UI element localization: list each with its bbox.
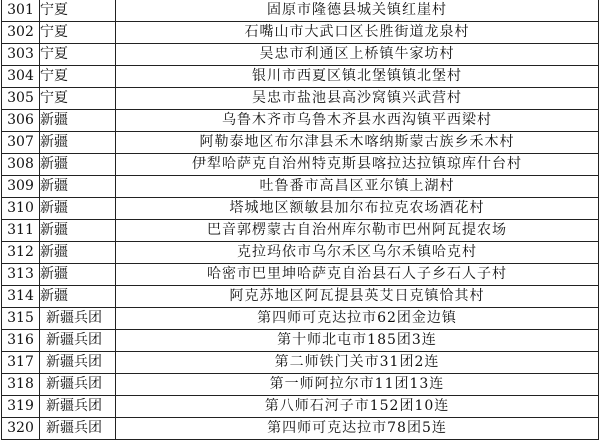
table-row	[2, 0, 599, 22]
table-row	[2, 66, 599, 88]
table-row	[2, 242, 599, 264]
table-row	[2, 374, 599, 396]
row-number: 319	[2, 396, 40, 418]
row-village-name: 吴忠市利通区上桥镇牛家坊村	[116, 44, 599, 66]
row-village-name: 乌鲁木齐市乌鲁木齐县水西沟镇平西梁村	[116, 110, 599, 132]
table-row	[2, 110, 599, 132]
row-region: 宁夏	[40, 88, 116, 110]
table-row	[2, 286, 599, 308]
row-region: 新疆	[40, 176, 116, 198]
row-number: 305	[2, 88, 40, 110]
row-number: 320	[2, 418, 40, 440]
table-row	[2, 308, 599, 330]
row-village-name: 哈密市巴里坤哈萨克自治县石人子乡石人子村	[116, 264, 599, 286]
row-region: 新疆	[40, 198, 116, 220]
row-number: 310	[2, 198, 40, 220]
table-row	[2, 154, 599, 176]
table-row	[2, 176, 599, 198]
row-number: 315	[2, 308, 40, 330]
row-number: 316	[2, 330, 40, 352]
row-village-name: 吴忠市盐池县高沙窝镇兴武营村	[116, 88, 599, 110]
table-row	[2, 88, 599, 110]
row-region: 新疆	[40, 154, 116, 176]
row-region: 新疆兵团	[40, 418, 116, 440]
row-village-name: 塔城地区额敏县加尔布拉克农场酒花村	[116, 198, 599, 220]
row-number: 306	[2, 110, 40, 132]
table-row	[2, 220, 599, 242]
row-village-name: 阿克苏地区阿瓦提县英艾日克镇恰其村	[116, 286, 599, 308]
row-number: 303	[2, 44, 40, 66]
village-list-table	[1, 0, 599, 440]
table-row	[2, 44, 599, 66]
row-region: 新疆兵团	[40, 308, 116, 330]
row-region: 新疆兵团	[40, 352, 116, 374]
row-village-name: 克拉玛依市乌尔禾区乌尔禾镇哈克村	[116, 242, 599, 264]
row-region: 新疆	[40, 132, 116, 154]
row-number: 301	[2, 0, 40, 22]
row-number: 313	[2, 264, 40, 286]
row-number: 304	[2, 66, 40, 88]
row-village-name: 吐鲁番市高昌区亚尔镇上湖村	[116, 176, 599, 198]
row-village-name: 第二师铁门关市31团2连	[116, 352, 599, 374]
row-village-name: 第一师阿拉尔市11团13连	[116, 374, 599, 396]
row-region: 宁夏	[40, 0, 116, 22]
row-village-name: 伊犁哈萨克自治州特克斯县喀拉达拉镇琼库什台村	[116, 154, 599, 176]
table-row	[2, 132, 599, 154]
row-region: 新疆	[40, 286, 116, 308]
row-village-name: 第四师可克达拉市62团金边镇	[116, 308, 599, 330]
table-row	[2, 22, 599, 44]
row-number: 302	[2, 22, 40, 44]
table-row	[2, 396, 599, 418]
row-village-name: 银川市西夏区镇北堡镇镇北堡村	[116, 66, 599, 88]
table-row	[2, 352, 599, 374]
row-village-name: 第四师可克达拉市78团5连	[116, 418, 599, 440]
row-region: 新疆	[40, 242, 116, 264]
row-village-name: 巴音郭楞蒙古自治州库尔勒市巴州阿瓦提农场	[116, 220, 599, 242]
row-number: 318	[2, 374, 40, 396]
row-region: 宁夏	[40, 66, 116, 88]
row-region: 宁夏	[40, 22, 116, 44]
table-row	[2, 264, 599, 286]
row-region: 新疆	[40, 110, 116, 132]
row-village-name: 固原市隆德县城关镇红崖村	[116, 0, 599, 22]
row-village-name: 石嘴山市大武口区长胜街道龙泉村	[116, 22, 599, 44]
row-region: 新疆	[40, 220, 116, 242]
row-number: 307	[2, 132, 40, 154]
row-village-name: 阿勒泰地区布尔津县禾木喀纳斯蒙古族乡禾木村	[116, 132, 599, 154]
table-row	[2, 198, 599, 220]
table-row	[2, 418, 599, 440]
row-number: 311	[2, 220, 40, 242]
row-region: 新疆	[40, 264, 116, 286]
row-village-name: 第八师石河子市152团10连	[116, 396, 599, 418]
row-number: 308	[2, 154, 40, 176]
row-number: 314	[2, 286, 40, 308]
table-row	[2, 330, 599, 352]
row-region: 宁夏	[40, 44, 116, 66]
row-village-name: 第十师北屯市185团3连	[116, 330, 599, 352]
row-region: 新疆兵团	[40, 330, 116, 352]
row-region: 新疆兵团	[40, 374, 116, 396]
row-number: 317	[2, 352, 40, 374]
row-number: 309	[2, 176, 40, 198]
row-number: 312	[2, 242, 40, 264]
row-region: 新疆兵团	[40, 396, 116, 418]
